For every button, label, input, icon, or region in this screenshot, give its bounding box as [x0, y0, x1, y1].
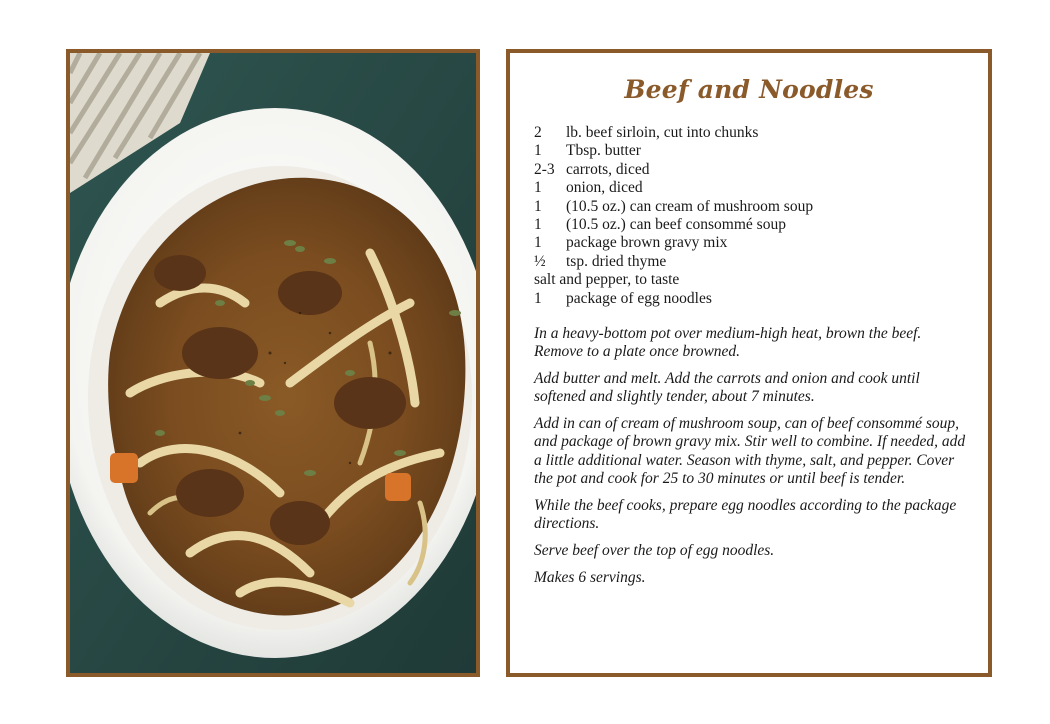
- ingredient-text: lb. beef sirloin, cut into chunks: [566, 124, 759, 141]
- ingredient-item: [534, 124, 974, 142]
- ingredient-text: Tbsp. butter: [566, 142, 641, 160]
- ingredient-item: [534, 271, 974, 289]
- ingredient-text: onion, diced: [566, 179, 643, 197]
- ingredient-text: (10.5 oz.) can cream of mushroom soup: [566, 197, 814, 215]
- ingredient-item: [534, 179, 974, 197]
- ingredient-item: [534, 290, 974, 308]
- ingredient-item: [534, 198, 974, 216]
- ingredient-qty: ½: [534, 252, 546, 270]
- ingredient-qty: 1: [534, 216, 542, 234]
- ingredient-qty: 1: [534, 289, 542, 307]
- ingredient-text: package brown gravy mix: [566, 234, 728, 252]
- recipe-card: [506, 49, 992, 677]
- ingredient-text: carrots, diced: [566, 160, 650, 178]
- ingredient-qty: 1: [534, 234, 542, 252]
- recipe-photo: [66, 49, 480, 677]
- ingredient-text: tsp. dried thyme: [566, 252, 667, 270]
- ingredient-qty: 1: [534, 179, 542, 197]
- ingredient-item: [534, 216, 974, 234]
- ingredient-item: [534, 142, 974, 160]
- ingredient-text: (10.5 oz.) can beef consommé soup: [566, 216, 786, 234]
- ingredients-list: [534, 124, 974, 308]
- servings: Makes 6 servings.: [534, 568, 646, 586]
- ingredient-item: [534, 234, 974, 252]
- beef-noodles-photo: [70, 53, 476, 673]
- directions: [534, 325, 974, 596]
- ingredient-qty: 1: [534, 197, 542, 215]
- direction-step: Serve beef over the top of egg noodles.: [534, 541, 775, 559]
- ingredient-text: package of egg noodles: [566, 289, 712, 307]
- ingredient-text: salt and pepper, to taste: [534, 271, 680, 289]
- ingredient-item: [534, 161, 974, 179]
- ingredient-qty: 2: [534, 124, 542, 141]
- direction-step: While the beef cooks, prepare egg noodles according to the package directions.: [534, 496, 957, 533]
- direction-step: In a heavy-bottom pot over medium-high heat, brown the beef. Remove to a plate once browned.: [534, 325, 922, 361]
- recipe-title: Beef and Noodles: [624, 75, 874, 104]
- direction-step: Add butter and melt. Add the carrots and onion and cook until softened and slightly tender, about 7 minutes.: [534, 370, 920, 406]
- ingredient-qty: 1: [534, 142, 542, 160]
- ingredient-item: [534, 253, 974, 271]
- direction-step: Add in can of cream of mushroom soup, can of beef consommé soup, and package of brown gravy mix. Stir well to combine. If needed, add a little additional water. Season with thyme, salt, and pepper. Cover the pot and cook for 25 to 30 minutes or until beef is tender.: [534, 415, 966, 488]
- ingredient-qty: 2-3: [534, 160, 555, 178]
